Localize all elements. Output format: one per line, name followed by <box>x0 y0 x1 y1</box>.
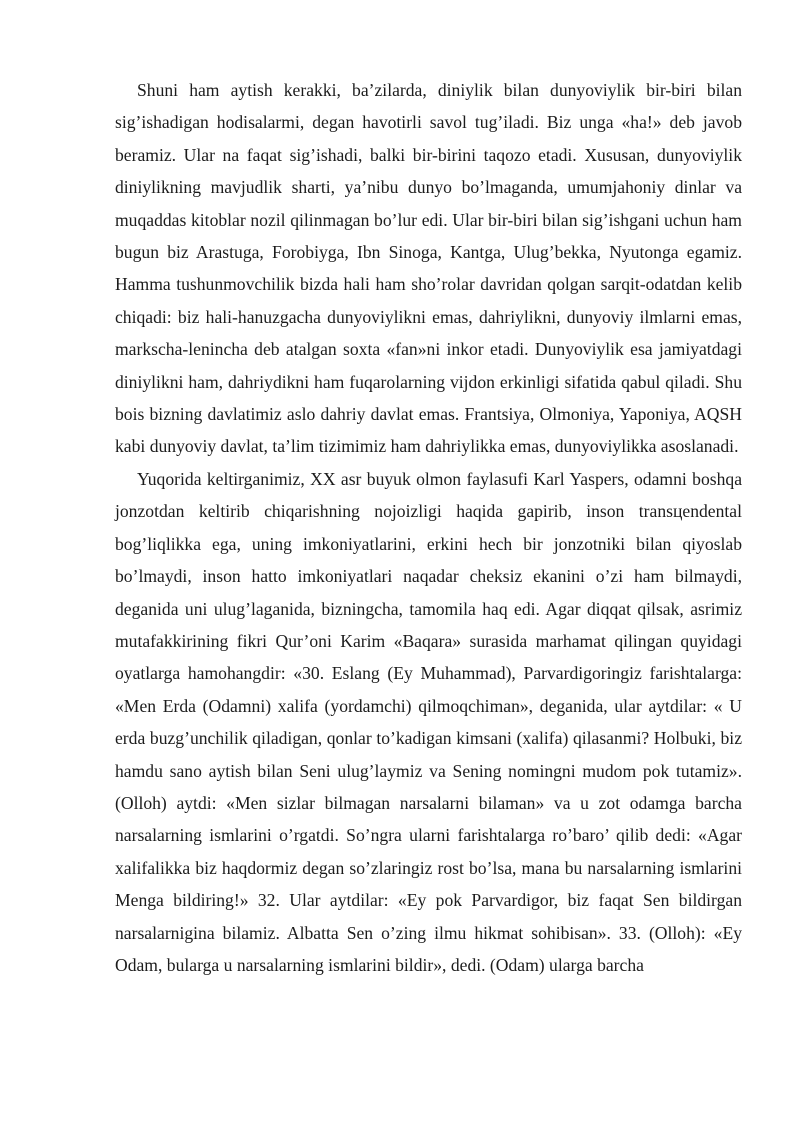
body-text <box>115 74 742 981</box>
paragraph-1: Shuni ham aytish kerakki, ba’zilarda, diniylik bilan dunyoviylik bir-biri bilan sig’ishadigan hodisalarmi, degan havotirli savol tug’iladi. Biz unga «ha!» deb javob beramiz. Ular na faqat sig’ishadi, balki bir-birini taqozo etadi. Xususan, dunyoviylik diniylikning mavjudlik sharti, ya’nibu dunyo bo’lmaganda, umumjahoniy dinlar va muqaddas kitoblar nozil qilinmagan bo’lur edi. Ular bir-biri bilan sig’ishgani uchun ham bugun biz Arastuga, Forobiyga, Ibn Sinoga, Kantga, Ulug’bekka, Nyutonga egamiz. Hamma tushunmovchilik bizda hali ham sho’rolar davridan qolgan sarqit-odatdan kelib chiqadi: biz hali-hanuzgacha dunyoviylikni emas, dahriylikni, dunyoviy ilmlarni emas, markscha-lenincha deb atalgan soxta «fan»ni inkor etadi. Dunyoviylik esa jamiyatdagi diniylikni ham, dahriydikni ham fuqarolarning vijdon erkinligi sifatida qabul qiladi. Shu bois bizning davlatimiz aslo dahriy davlat emas. Frantsiya, Olmoniya, Yaponiya, AQSH kabi dunyoviy davlat, ta’lim tizimimiz ham dahriylikka emas, dunyoviylikka asoslanadi. <box>115 80 742 457</box>
paragraph-2: Yuqorida keltirganimiz, XX asr buyuk olmon faylasufi Karl Yaspers, odamni boshqa jonzotdan keltirib chiqarishning nojoizligi haqida gapirib, inson transцendental bog’liqlikka ega, uning imkoniyatlarini, erkini hech bir jonzotniki bilan qiyoslab bo’lmaydi, inson hatto imkoniyatlari naqadar cheksiz ekanini o’zi ham bilmaydi, deganida uni ulug’laganida, bizningcha, tamomila haq edi. Agar diqqat qilsak, asrimiz mutafakkirining fikri Qur’oni Karim «Baqara» surasida marhamat qilingan quyidagi oyatlarga hamohangdir: «30. Eslang (Ey Muhammad), Parvardigoringiz farishtalarga: «Men Erda (Odamni) xalifa (yordamchi) qilmoqchiman», deganida, ular aytdilar: « U erda buzg’unchilik qiladigan, qonlar to’kadigan kimsani (xalifa) qilasanmi? Holbuki, biz hamdu sano aytish bilan Seni ulug’laymiz va Sening nomingni mudom pok tutamiz». (Olloh) aytdi: «Men sizlar bilmagan narsalarni bilaman» va u zot odamga barcha narsalarning ismlarini o’rgatdi. So’ngra ularni farishtalarga ro’baro’ qilib dedi: «Agar xalifalikka biz haqdormiz degan so’zlaringiz rost bo’lsa, mana bu narsalarning ismlarini Menga bildiring!» 32. Ular aytdilar: «Ey pok Parvardigor, biz faqat Sen bildirgan narsalarnigina bilamiz. Albatta Sen o’zing ilmu hikmat sohibisan». 33. (Olloh): «Ey Odam, bularga u narsalarning ismlarini bildir», dedi. (Odam) ularga barcha <box>115 468 742 975</box>
